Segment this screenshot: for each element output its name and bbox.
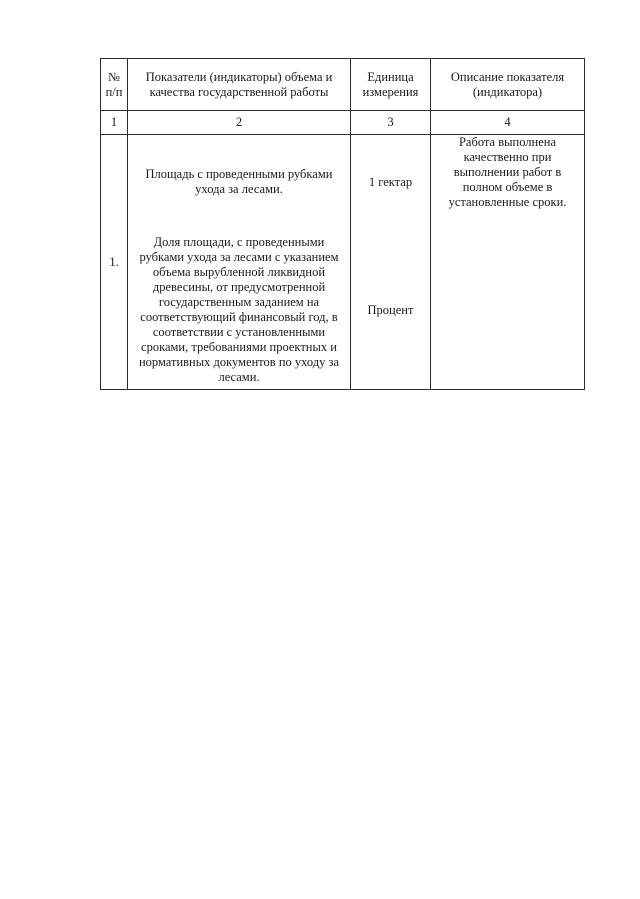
description-cell: Работа выполнена качественно при выполнении работ в полном объеме в установленные сроки. [431,135,585,390]
indicator-share: Доля площади, с проведенными рубками ухода за лесами с указанием объема вырубленной ликвидной древесины, от предусмотренной государственным заданием на соответствующий финансовый год, в соответствии с установленными сроками, требованиями проектных и нормативных документов по уходу за лесами. [138,235,340,384]
unit-percent: Процент [367,303,414,317]
table-row [101,135,585,390]
unit-cell [351,135,431,390]
column-number: 4 [431,111,585,135]
unit-hectare: 1 гектар [368,175,413,189]
header-num: № п/п [101,59,128,111]
column-number: 2 [128,111,351,135]
column-number: 3 [351,111,431,135]
table-header-row [101,59,585,111]
header-unit: Единица измерения [351,59,431,111]
indicator-area: Площадь с проведенными рубками ухода за лесами. [145,167,333,196]
column-numbers-row [101,111,585,135]
row-number: 1. [101,135,128,390]
indicators-table [100,58,585,390]
indicator-cell [128,135,351,390]
header-description: Описание показателя (индикатора) [431,59,585,111]
column-number: 1 [101,111,128,135]
header-indicator: Показатели (индикаторы) объема и качества государственной работы [128,59,351,111]
